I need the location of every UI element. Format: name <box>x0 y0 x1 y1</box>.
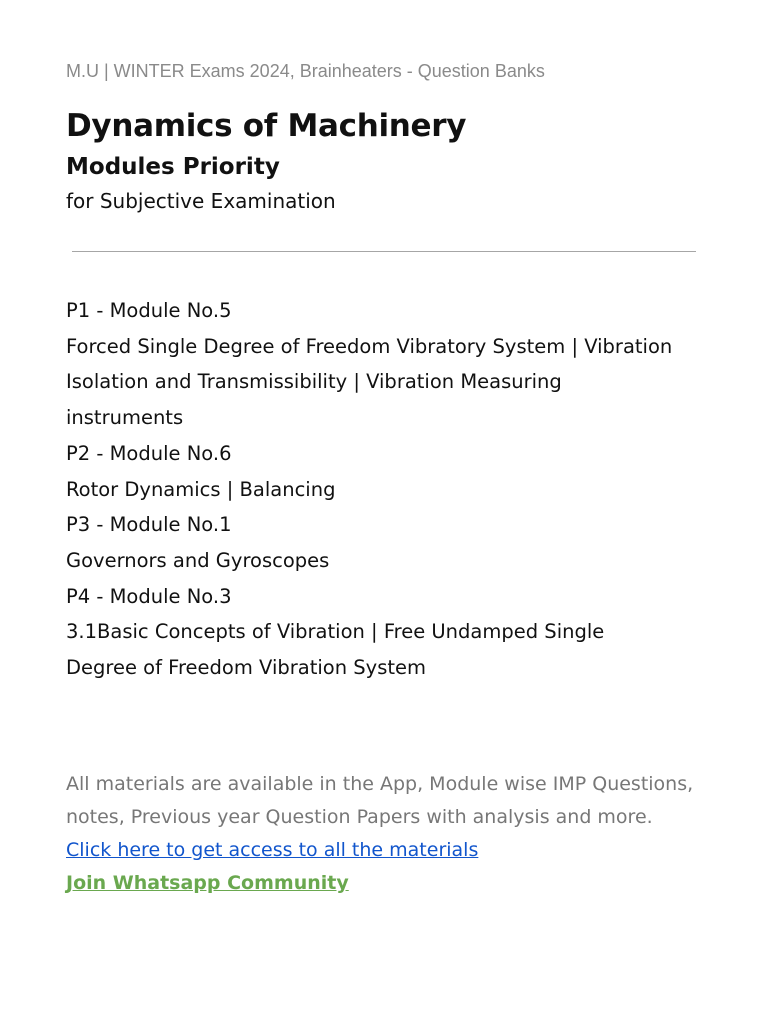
section-divider <box>72 251 696 252</box>
exam-type-line: for Subjective Examination <box>66 189 336 213</box>
priority-heading: P2 - Module No.6 <box>66 441 232 465</box>
priority-topics: Rotor Dynamics | Balancing <box>66 477 336 501</box>
priority-topics: Governors and Gyroscopes <box>66 548 330 572</box>
priority-list <box>66 293 676 686</box>
source-header: M.U | WINTER Exams 2024, Brainheaters - Question Banks <box>66 61 545 81</box>
footer-section <box>66 768 696 900</box>
page-title: Dynamics of Machinery <box>66 108 467 144</box>
access-materials-link[interactable]: Click here to get access to all the materials <box>66 839 479 861</box>
page-subtitle: Modules Priority <box>66 154 280 180</box>
priority-topics: Forced Single Degree of Freedom Vibratory System | Vibration Isolation and Transmissibility | Vibration Measuring instruments <box>66 334 673 430</box>
materials-note: All materials are available in the App, Module wise IMP Questions, notes, Previous year Question Papers with analysis and more. <box>66 773 694 828</box>
priority-heading: P1 - Module No.5 <box>66 299 232 322</box>
priority-heading: P3 - Module No.1 <box>66 513 232 537</box>
join-whatsapp-link[interactable]: Join Whatsapp Community <box>66 872 349 894</box>
priority-heading: P4 - Module No.3 <box>66 584 232 608</box>
priority-topics: 3.1Basic Concepts of Vibration | Free Undamped Single Degree of Freedom Vibration System <box>66 620 605 680</box>
